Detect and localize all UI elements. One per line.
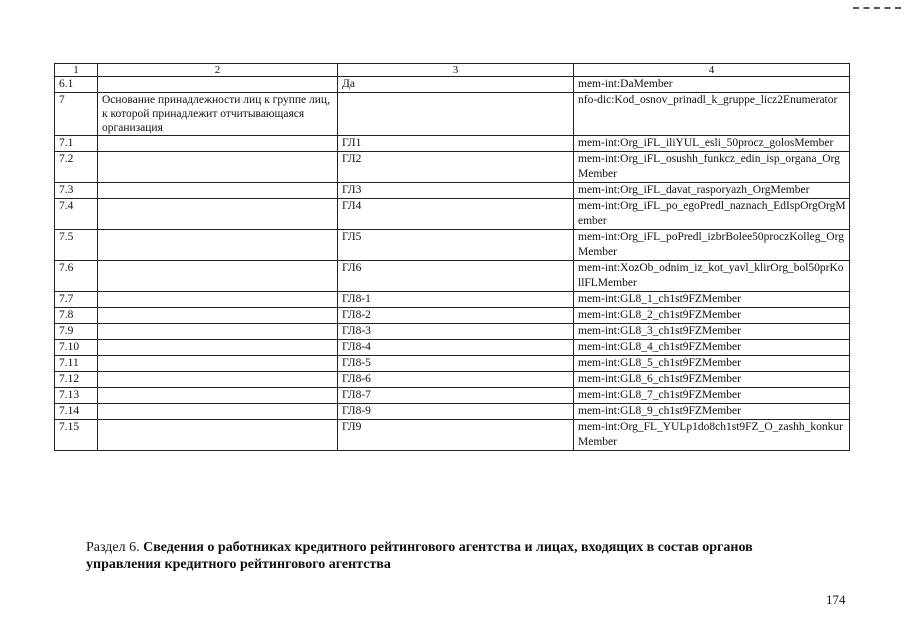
page-number: 174 <box>826 592 846 607</box>
row-member-cell: mem-int:GL8_2_ch1st9FZMember <box>574 308 850 324</box>
table-row <box>55 93 850 136</box>
table-row <box>55 340 850 356</box>
row-member-cell: mem-int:Org_iFL_po_egoPredl_naznach_EdIspOrgOrgMember <box>574 199 850 230</box>
table-row <box>55 77 850 93</box>
row-description-cell <box>98 136 338 152</box>
row-member-cell: mem-int:GL8_9_ch1st9FZMember <box>574 404 850 420</box>
column-header: 2 <box>98 64 338 77</box>
row-description-cell <box>98 261 338 292</box>
row-description-cell <box>98 420 338 451</box>
row-description-cell <box>98 356 338 372</box>
table-row <box>55 152 850 183</box>
row-number-cell: 7.6 <box>55 261 98 292</box>
row-description-cell <box>98 308 338 324</box>
row-member-cell: mem-int:GL8_6_ch1st9FZMember <box>574 372 850 388</box>
row-member-cell: mem-int:GL8_1_ch1st9FZMember <box>574 292 850 308</box>
table-row <box>55 292 850 308</box>
row-description-cell <box>98 199 338 230</box>
row-member-cell: mem-int:Org_iFL_iliYUL_esli_50procz_golosMember <box>574 136 850 152</box>
row-description-cell <box>98 77 338 93</box>
row-code-cell: ГЛ4 <box>338 199 574 230</box>
table-header-row <box>55 64 850 77</box>
row-code-cell: ГЛ8-9 <box>338 404 574 420</box>
row-code-cell: ГЛ3 <box>338 183 574 199</box>
table-row <box>55 404 850 420</box>
column-header: 4 <box>574 64 850 77</box>
row-member-cell: mem-int:GL8_3_ch1st9FZMember <box>574 324 850 340</box>
row-number-cell: 6.1 <box>55 77 98 93</box>
top-dash-decoration <box>853 7 901 9</box>
register-table <box>54 63 850 451</box>
row-description-cell <box>98 388 338 404</box>
row-member-cell: mem-int:Org_FL_YULp1do8ch1st9FZ_O_zashh_konkurMember <box>574 420 850 451</box>
row-description-cell <box>98 340 338 356</box>
row-code-cell: ГЛ8-3 <box>338 324 574 340</box>
row-description-cell <box>98 183 338 199</box>
row-code-cell: ГЛ8-2 <box>338 308 574 324</box>
row-description-cell <box>98 230 338 261</box>
row-code-cell: ГЛ9 <box>338 420 574 451</box>
table-row <box>55 199 850 230</box>
row-number-cell: 7.9 <box>55 324 98 340</box>
row-description-cell <box>98 372 338 388</box>
row-code-cell: ГЛ8-4 <box>338 340 574 356</box>
table-body <box>55 77 850 451</box>
row-number-cell: 7.14 <box>55 404 98 420</box>
table-row <box>55 388 850 404</box>
row-code-cell: ГЛ1 <box>338 136 574 152</box>
row-code-cell: ГЛ5 <box>338 230 574 261</box>
row-member-cell: mem-int:Org_iFL_poPredl_izbrBolee50proczKolleg_OrgMember <box>574 230 850 261</box>
row-number-cell: 7.15 <box>55 420 98 451</box>
row-code-cell: ГЛ8-6 <box>338 372 574 388</box>
row-code-cell: ГЛ8-1 <box>338 292 574 308</box>
column-header: 3 <box>338 64 574 77</box>
table-row <box>55 420 850 451</box>
row-code-cell: Да <box>338 77 574 93</box>
section-heading <box>86 539 826 573</box>
table-row <box>55 308 850 324</box>
row-description-cell <box>98 404 338 420</box>
row-number-cell: 7.4 <box>55 199 98 230</box>
section-title: Сведения о работниках кредитного рейтингового агентства и лицах, входящих в состав органов управления кредитного рейтингового агентства <box>86 540 753 572</box>
row-description-cell: Основание принадлежности лиц к группе лиц, к которой принадлежит отчитывающаяся организация <box>98 93 338 136</box>
row-code-cell: ГЛ6 <box>338 261 574 292</box>
table-row <box>55 136 850 152</box>
row-member-cell: mem-int:GL8_4_ch1st9FZMember <box>574 340 850 356</box>
row-description-cell <box>98 152 338 183</box>
column-header: 1 <box>55 64 98 77</box>
row-code-cell <box>338 93 574 136</box>
row-number-cell: 7.10 <box>55 340 98 356</box>
table-row <box>55 356 850 372</box>
row-number-cell: 7 <box>55 93 98 136</box>
row-member-cell: mem-int:GL8_5_ch1st9FZMember <box>574 356 850 372</box>
row-member-cell: mem-int:XozOb_odnim_iz_kot_yavl_klirOrg_bol50prKollFLMember <box>574 261 850 292</box>
table-row <box>55 183 850 199</box>
row-member-cell: mem-int:GL8_7_ch1st9FZMember <box>574 388 850 404</box>
row-description-cell <box>98 324 338 340</box>
row-member-cell: mem-int:Org_iFL_davat_rasporyazh_OrgMember <box>574 183 850 199</box>
row-code-cell: ГЛ8-7 <box>338 388 574 404</box>
row-member-cell: nfo-dic:Kod_osnov_prinadl_k_gruppe_licz2Enumerator <box>574 93 850 136</box>
row-number-cell: 7.5 <box>55 230 98 261</box>
table-row <box>55 230 850 261</box>
row-code-cell: ГЛ2 <box>338 152 574 183</box>
row-number-cell: 7.8 <box>55 308 98 324</box>
table-row <box>55 372 850 388</box>
row-number-cell: 7.13 <box>55 388 98 404</box>
row-code-cell: ГЛ8-5 <box>338 356 574 372</box>
table-row <box>55 324 850 340</box>
row-number-cell: 7.3 <box>55 183 98 199</box>
row-number-cell: 7.1 <box>55 136 98 152</box>
row-number-cell: 7.12 <box>55 372 98 388</box>
table-row <box>55 261 850 292</box>
row-number-cell: 7.11 <box>55 356 98 372</box>
row-member-cell: mem-int:Org_iFL_osushh_funkcz_edin_isp_organa_OrgMember <box>574 152 850 183</box>
row-member-cell: mem-int:DaMember <box>574 77 850 93</box>
row-number-cell: 7.2 <box>55 152 98 183</box>
section-label: Раздел 6. <box>86 540 140 555</box>
row-number-cell: 7.7 <box>55 292 98 308</box>
row-description-cell <box>98 292 338 308</box>
